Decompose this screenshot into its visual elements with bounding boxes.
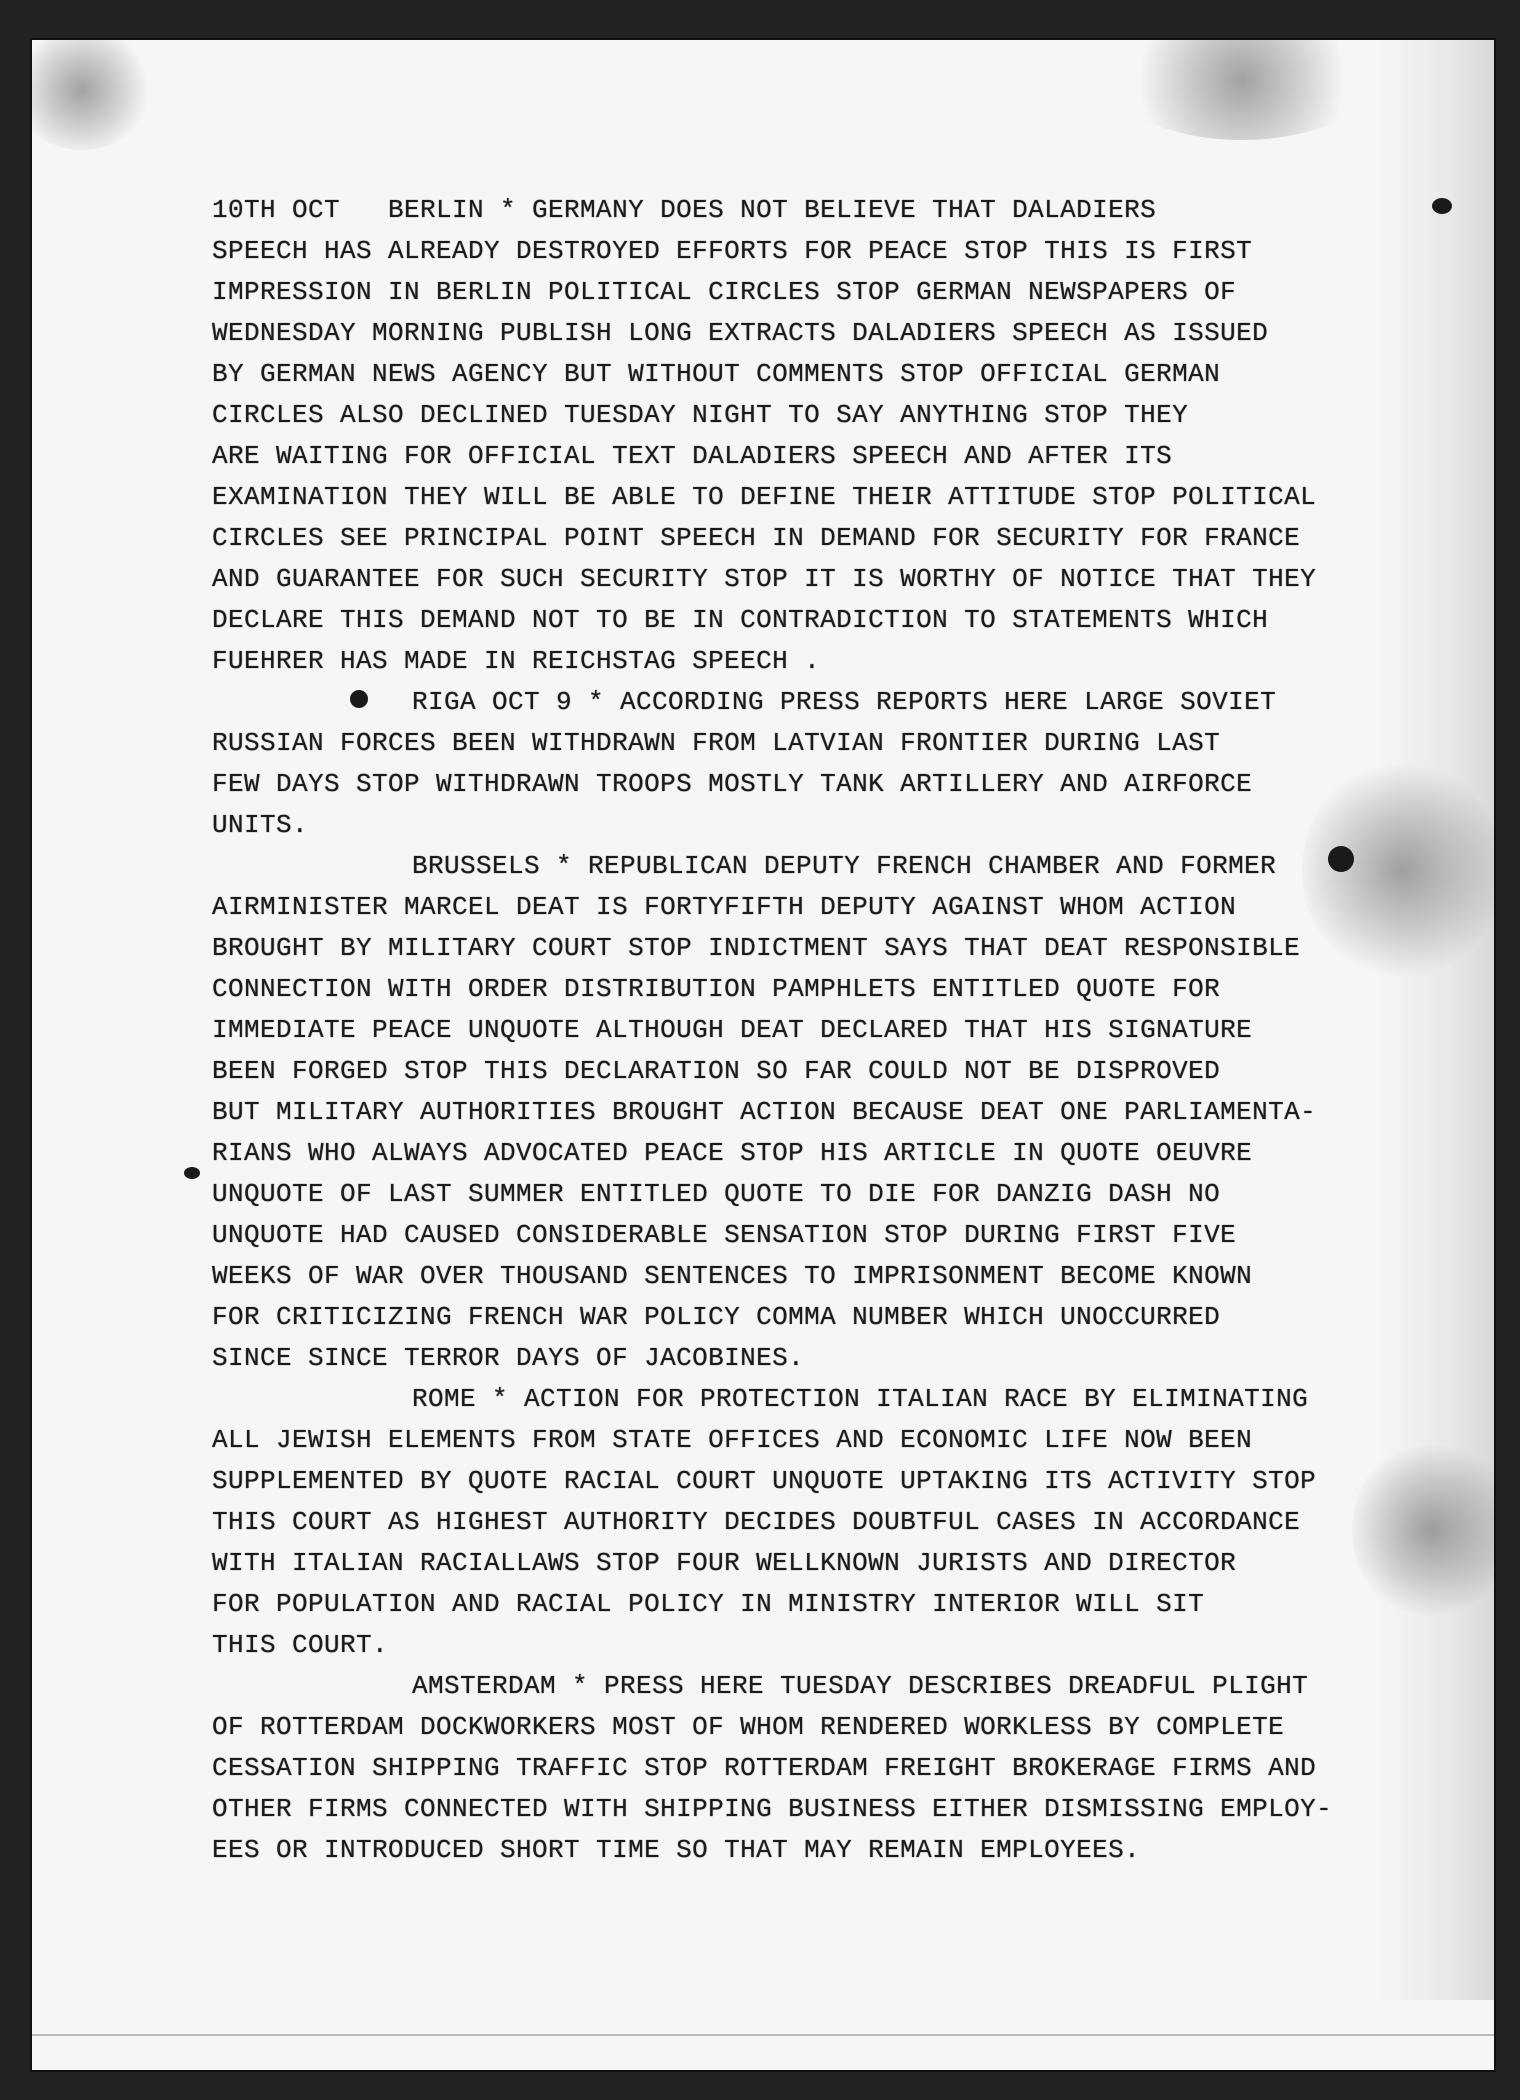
- typed-text-body: [212, 190, 1452, 1871]
- text-line: CONNECTION WITH ORDER DISTRIBUTION PAMPHLETS ENTITLED QUOTE FOR: [212, 974, 1221, 1004]
- text-line: IMMEDIATE PEACE UNQUOTE ALTHOUGH DEAT DECLARED THAT HIS SIGNATURE: [212, 1015, 1253, 1045]
- text-line: BY GERMAN NEWS AGENCY BUT WITHOUT COMMENTS STOP OFFICIAL GERMAN: [212, 359, 1221, 389]
- ink-smudge: [32, 40, 152, 150]
- text-line: ARE WAITING FOR OFFICIAL TEXT DALADIERS SPEECH AND AFTER ITS: [212, 441, 1173, 471]
- text-line: BEEN FORGED STOP THIS DECLARATION SO FAR COULD NOT BE DISPROVED: [212, 1056, 1221, 1086]
- text-line: ALL JEWISH ELEMENTS FROM STATE OFFICES AND ECONOMIC LIFE NOW BEEN: [212, 1425, 1253, 1455]
- text-line: THIS COURT AS HIGHEST AUTHORITY DECIDES DOUBTFUL CASES IN ACCORDANCE: [212, 1507, 1301, 1537]
- text-line: SINCE SINCE TERROR DAYS OF JACOBINES.: [212, 1343, 805, 1373]
- text-line: EXAMINATION THEY WILL BE ABLE TO DEFINE THEIR ATTITUDE STOP POLITICAL: [212, 482, 1317, 512]
- page-bottom-edge: [32, 2034, 1494, 2036]
- text-line: RUSSIAN FORCES BEEN WITHDRAWN FROM LATVIAN FRONTIER DURING LAST: [212, 728, 1221, 758]
- text-line: AIRMINISTER MARCEL DEAT IS FORTYFIFTH DEPUTY AGAINST WHOM ACTION: [212, 892, 1237, 922]
- text-line: BRUSSELS * REPUBLICAN DEPUTY FRENCH CHAMBER AND FORMER: [412, 851, 1277, 881]
- text-line: IMPRESSION IN BERLIN POLITICAL CIRCLES STOP GERMAN NEWSPAPERS OF: [212, 277, 1237, 307]
- text-line: CIRCLES ALSO DECLINED TUESDAY NIGHT TO SAY ANYTHING STOP THEY: [212, 400, 1189, 430]
- text-line: UNITS.: [212, 810, 309, 840]
- paragraph-brussels: [212, 846, 1452, 1379]
- text-line: UNQUOTE HAD CAUSED CONSIDERABLE SENSATION STOP DURING FIRST FIVE: [212, 1220, 1237, 1250]
- text-line: BROUGHT BY MILITARY COURT STOP INDICTMENT SAYS THAT DEAT RESPONSIBLE: [212, 933, 1301, 963]
- text-line: CESSATION SHIPPING TRAFFIC STOP ROTTERDAM FREIGHT BROKERAGE FIRMS AND: [212, 1753, 1317, 1783]
- text-line: THIS COURT.: [212, 1630, 389, 1660]
- text-line: RIANS WHO ALWAYS ADVOCATED PEACE STOP HIS ARTICLE IN QUOTE OEUVRE: [212, 1138, 1253, 1168]
- paragraph-rome: [212, 1379, 1452, 1666]
- text-line: FOR POPULATION AND RACIAL POLICY IN MINISTRY INTERIOR WILL SIT: [212, 1589, 1205, 1619]
- ink-blot: [184, 1167, 200, 1179]
- text-line: OF ROTTERDAM DOCKWORKERS MOST OF WHOM RENDERED WORKLESS BY COMPLETE: [212, 1712, 1285, 1742]
- paragraph-amsterdam: [212, 1666, 1452, 1871]
- text-line: CIRCLES SEE PRINCIPAL POINT SPEECH IN DEMAND FOR SECURITY FOR FRANCE: [212, 523, 1301, 553]
- text-line: 10TH OCT BERLIN * GERMANY DOES NOT BELIEVE THAT DALADIERS: [212, 195, 1157, 225]
- text-line: SPEECH HAS ALREADY DESTROYED EFFORTS FOR PEACE STOP THIS IS FIRST: [212, 236, 1253, 266]
- text-line: SUPPLEMENTED BY QUOTE RACIAL COURT UNQUOTE UPTAKING ITS ACTIVITY STOP: [212, 1466, 1317, 1496]
- text-line: ROME * ACTION FOR PROTECTION ITALIAN RACE BY ELIMINATING: [412, 1384, 1309, 1414]
- ink-smudge: [1112, 40, 1372, 140]
- text-line: RIGA OCT 9 * ACCORDING PRESS REPORTS HERE LARGE SOVIET: [412, 687, 1277, 717]
- text-line: WEEKS OF WAR OVER THOUSAND SENTENCES TO IMPRISONMENT BECOME KNOWN: [212, 1261, 1253, 1291]
- text-line: FOR CRITICIZING FRENCH WAR POLICY COMMA NUMBER WHICH UNOCCURRED: [212, 1302, 1221, 1332]
- text-line: WITH ITALIAN RACIALLAWS STOP FOUR WELLKNOWN JURISTS AND DIRECTOR: [212, 1548, 1237, 1578]
- text-line: OTHER FIRMS CONNECTED WITH SHIPPING BUSINESS EITHER DISMISSING EMPLOY-: [212, 1794, 1333, 1824]
- text-line: FEW DAYS STOP WITHDRAWN TROOPS MOSTLY TANK ARTILLERY AND AIRFORCE: [212, 769, 1253, 799]
- text-line: AND GUARANTEE FOR SUCH SECURITY STOP IT IS WORTHY OF NOTICE THAT THEY: [212, 564, 1317, 594]
- paragraph-riga: [212, 682, 1452, 846]
- text-line: UNQUOTE OF LAST SUMMER ENTITLED QUOTE TO DIE FOR DANZIG DASH NO: [212, 1179, 1221, 1209]
- text-line: WEDNESDAY MORNING PUBLISH LONG EXTRACTS DALADIERS SPEECH AS ISSUED: [212, 318, 1269, 348]
- text-line: DECLARE THIS DEMAND NOT TO BE IN CONTRADICTION TO STATEMENTS WHICH: [212, 605, 1269, 635]
- text-line: BUT MILITARY AUTHORITIES BROUGHT ACTION BECAUSE DEAT ONE PARLIAMENTA-: [212, 1097, 1317, 1127]
- text-line: EES OR INTRODUCED SHORT TIME SO THAT MAY REMAIN EMPLOYEES.: [212, 1835, 1141, 1865]
- text-line: AMSTERDAM * PRESS HERE TUESDAY DESCRIBES DREADFUL PLIGHT: [412, 1671, 1309, 1701]
- paragraph-berlin: [212, 190, 1452, 682]
- typed-page: [32, 40, 1494, 2070]
- text-line: FUEHRER HAS MADE IN REICHSTAG SPEECH .: [212, 646, 821, 676]
